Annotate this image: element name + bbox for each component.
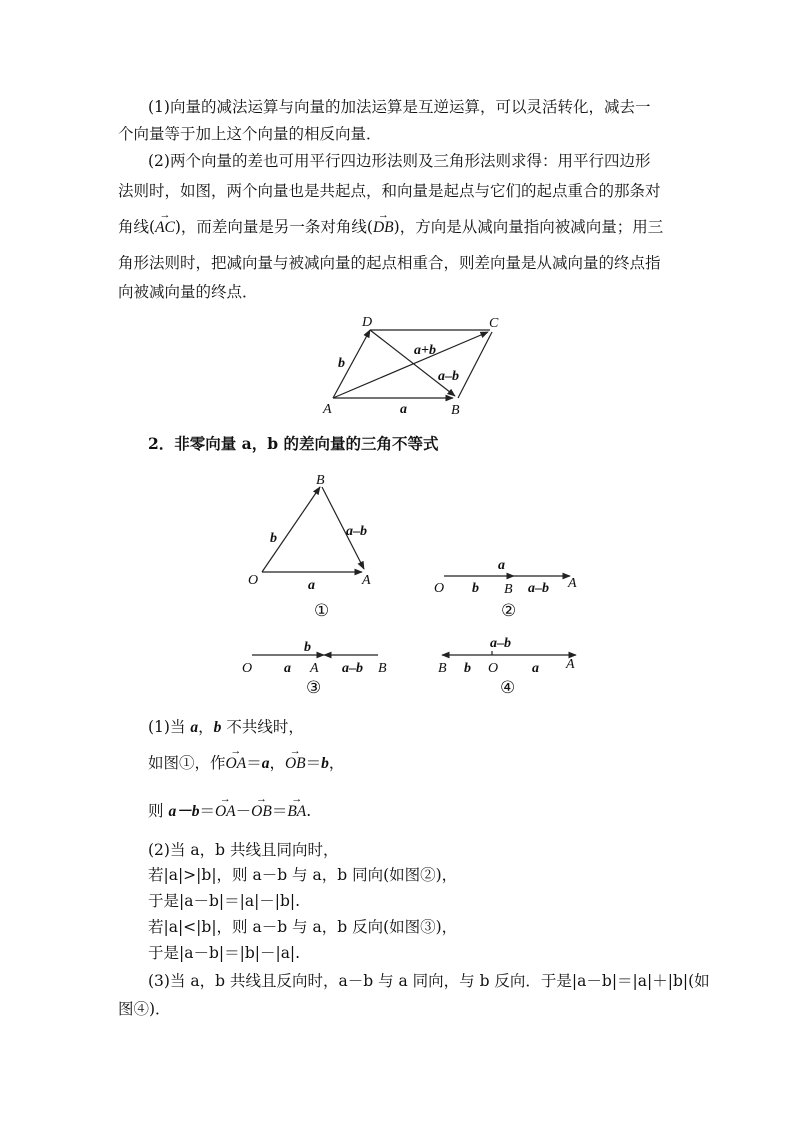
para2-line3-text-a: 角线( xyxy=(118,218,156,236)
fig3-diff: a–b xyxy=(342,661,363,676)
case1-line1-vec-a: a xyxy=(190,719,199,736)
fig2-label-o: O xyxy=(434,581,445,596)
label-vector-a: a xyxy=(400,402,407,417)
case1-line2 xyxy=(148,752,708,775)
label-diff: a–b xyxy=(438,369,459,384)
fig1-label-o: O xyxy=(248,573,259,588)
fig4-diff: a–b xyxy=(490,636,511,651)
para1-line2: 个向量等于加上这个向量的相反向量． xyxy=(118,125,382,143)
vector-db: → DB xyxy=(373,217,394,239)
case1-line1-vec-b: b xyxy=(213,719,222,736)
vector-oa: → OA xyxy=(226,753,247,775)
para1-line1: (1)向量的减法运算与向量的加法运算是互逆运算，可以灵活转化，减去一 xyxy=(148,98,651,116)
fig1-vector-b: b xyxy=(270,531,277,546)
fig4-label-b: B xyxy=(438,661,447,676)
case1-line2-sep: ， xyxy=(269,754,285,772)
fig3-vector-a: a xyxy=(284,661,291,676)
edge-bc xyxy=(458,332,492,398)
figure-3 xyxy=(242,640,387,697)
para2-line4: 角形法则时，把减向量与被减向量的起点相重合，则差向量是从减向量的终点指 xyxy=(118,254,661,272)
fig2-label-b: B xyxy=(504,582,513,597)
label-c: C xyxy=(489,316,499,331)
case2-line5: 于是|a－b|＝|b|－|a|. xyxy=(148,944,301,962)
fig2-diff: a–b xyxy=(528,581,549,596)
label-b: B xyxy=(451,403,460,418)
vector-ac: → AC xyxy=(155,217,175,239)
fig2-vector-a: a xyxy=(498,558,505,573)
diagonal-diff-line xyxy=(370,330,455,396)
parallelogram-figure xyxy=(318,314,514,420)
case1-line3-end: . xyxy=(306,802,312,820)
section-heading-2: 2．非零向量 a，b 的差向量的三角不等式 xyxy=(148,434,439,453)
fig1-label-b: B xyxy=(316,473,325,488)
vector-ob: → OB xyxy=(285,753,306,775)
vector-ob-2: → OB xyxy=(251,801,272,823)
label-a: A xyxy=(323,402,332,417)
fig1-number: ① xyxy=(314,601,330,620)
case1-line3-a: 则 xyxy=(148,802,169,820)
figure-4 xyxy=(438,636,576,697)
fig1-diff: a–b xyxy=(346,524,367,539)
case2-line2: 若|a|>|b|，则 a－b 与 a，b 同向(如图②)， xyxy=(148,866,458,884)
case1-line1-a: (1)当 xyxy=(148,718,191,736)
label-d: D xyxy=(362,315,373,330)
case3-line1: (3)当 a，b 共线且反向时，a－b 与 a 同向，与 b 反向．于是|a－b|＝|a|＋|b|(如 xyxy=(148,972,710,990)
label-vector-b: b xyxy=(338,356,345,371)
fig4-vector-b: b xyxy=(464,661,471,676)
fig3-vector-b: b xyxy=(304,640,311,655)
para2-line1: (2)两个向量的差也可用平行四边形法则及三角形法则求得：用平行四边形 xyxy=(148,152,651,170)
case1-line2-eq2: ＝ xyxy=(305,754,322,772)
fig1-label-a: A xyxy=(362,573,371,588)
fig3-number: ③ xyxy=(306,678,322,697)
case1-line3-eq2: ＝ xyxy=(271,802,288,820)
case1-line2-a: 如图①，作 xyxy=(148,754,226,772)
case1-line2-vec-a: a xyxy=(261,755,270,772)
case1-line3-eq: ＝ xyxy=(199,802,215,820)
para2-line3 xyxy=(118,216,678,239)
fig4-vector-a: a xyxy=(532,661,539,676)
diagonal-sum-line xyxy=(333,332,488,398)
para2-line3-text-b: )，而差向量是另一条对角线( xyxy=(174,218,373,236)
label-sum: a+b xyxy=(414,343,436,358)
case1-line3 xyxy=(148,800,708,823)
fig1-vector-a: a xyxy=(308,578,315,593)
case1-line2-vec-b: b xyxy=(321,755,329,772)
fig2-number: ② xyxy=(501,601,517,620)
fig2-label-a: A xyxy=(568,576,577,591)
fig3-label-a: A xyxy=(310,661,319,676)
case1-line2-eq1: ＝ xyxy=(246,754,262,772)
figure-1 xyxy=(248,473,371,620)
fig4-label-o: O xyxy=(488,661,499,676)
para2-line3-text-c: )，方向是从减向量指向被减向量；用三 xyxy=(393,218,664,236)
fig2-vector-b: b xyxy=(472,581,479,596)
fig4-label-a: A xyxy=(566,657,575,672)
case1-line1-comma: ， xyxy=(198,718,214,736)
case3-line2: 图④)． xyxy=(118,1000,171,1018)
fig4-number: ④ xyxy=(500,678,516,697)
para2-line2: 法则时，如图，两个向量也是共起点，和向量是起点与它们的起点重合的那条对 xyxy=(118,182,661,200)
case1-line1-c: 不共线时， xyxy=(221,718,304,736)
vector-oa-2: → OA xyxy=(215,801,236,823)
vector-ba: → BA xyxy=(287,801,306,823)
case2-line1: (2)当 a，b 共线且同向时， xyxy=(148,841,339,859)
case1-line1 xyxy=(148,716,708,739)
difference-figures xyxy=(238,465,598,705)
fig3-label-b: B xyxy=(378,661,387,676)
figure-2 xyxy=(434,558,577,620)
case1-line3-minus: － xyxy=(235,802,252,820)
fig3-label-o: O xyxy=(242,661,253,676)
para2-line5: 向被减向量的终点． xyxy=(118,283,258,301)
case2-line3: 于是|a－b|＝|a|－|b|. xyxy=(148,892,301,910)
case2-line4: 若|a|<|b|，则 a－b 与 a，b 反向(如图③)， xyxy=(148,918,458,936)
case1-line2-end: ， xyxy=(328,754,345,772)
case1-line3-expr: a－b xyxy=(168,803,200,820)
